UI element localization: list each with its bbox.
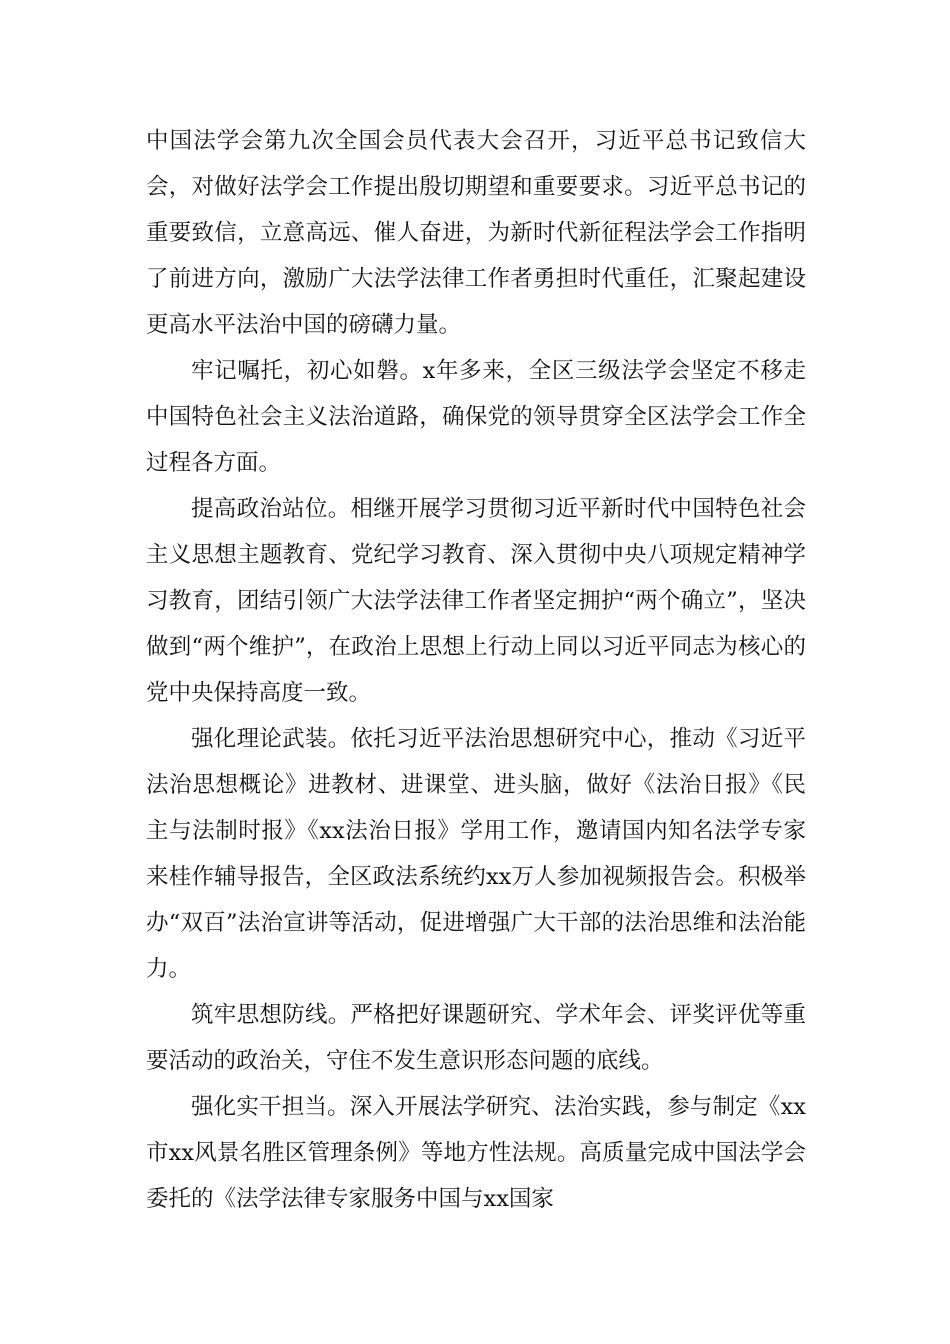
paragraph-1: 中国法学会第九次全国会员代表大会召开，习近平总书记致信大会，对做好法学会工作提出殷切期望和重要要求。习近平总书记的重要致信，立意高远、催人奋进，为新时代新征程法学会工作指明了前进方向，激励广大法学法律工作者勇担时代重任，汇聚起建设更高水平法治中国的磅礴力量。 — [146, 128, 806, 338]
paragraph-4: 强化理论武装。依托习近平法治思想研究中心，推动《习近平法治思想概论》进教材、进课堂、进头脑，做好《法治日报》《民主与法制时报》《xx法治日报》学用工作，邀请国内知名法学专家来桂作辅导报告，全区政法系统约xx万人参加视频报告会。积极举办“双百”法治宣讲等活动，促进增强广大干部的法治思维和法治能力。 — [146, 726, 806, 982]
paragraph-2: 牢记嘱托，初心如磐。x年多来，全区三级法学会坚定不移走中国特色社会主义法治道路，确保党的领导贯穿全区法学会工作全过程各方面。 — [146, 358, 806, 476]
paragraph-6: 强化实干担当。深入开展法学研究、法治实践，参与制定《xx市xx风景名胜区管理条例》等地方性法规。高质量完成中国法学会委托的《法学法律专家服务中国与xx国家 — [146, 1094, 806, 1212]
document-body — [146, 118, 806, 1222]
paragraph-3: 提高政治站位。相继开展学习贯彻习近平新时代中国特色社会主义思想主题教育、党纪学习教育、深入贯彻中央八项规定精神学习教育，团结引领广大法学法律工作者坚定拥护“两个确立”，坚决做到“两个维护”，在政治上思想上行动上同以习近平同志为核心的党中央保持高度一致。 — [146, 496, 806, 706]
paragraph-5: 筑牢思想防线。严格把好课题研究、学术年会、评奖评优等重要活动的政治关，守住不发生意识形态问题的底线。 — [146, 1002, 806, 1074]
